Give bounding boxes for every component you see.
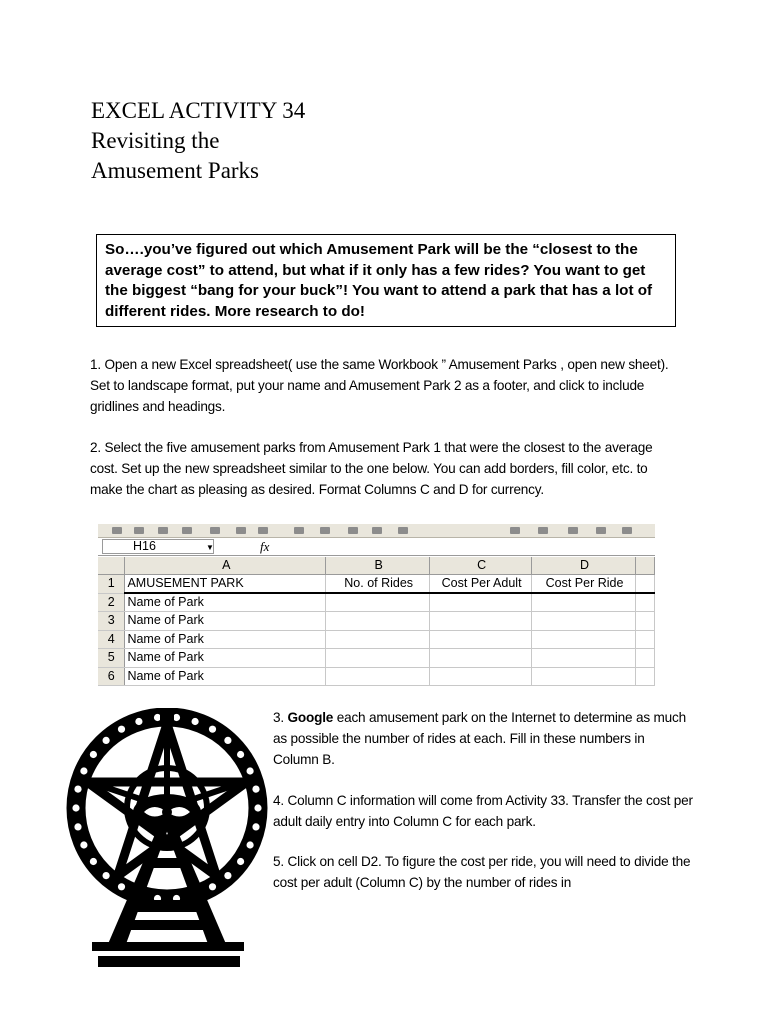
row-number: 6 — [98, 667, 125, 686]
empty-cell — [636, 612, 655, 631]
cost-adult-cell — [430, 612, 532, 631]
empty-cell — [636, 575, 655, 594]
empty-cell — [636, 667, 655, 686]
rides-cell — [326, 593, 430, 612]
park-name-cell: Name of Park — [125, 649, 326, 668]
table-row — [98, 667, 655, 686]
cost-ride-cell — [532, 593, 636, 612]
google-keyword: Google — [287, 710, 334, 725]
rim-hole — [80, 767, 87, 774]
row-number: 2 — [98, 593, 125, 612]
rim-hole — [90, 858, 97, 865]
spreadsheet-grid — [98, 557, 655, 686]
column-header-c: C — [430, 557, 532, 575]
rim-hole — [90, 751, 97, 758]
cost-adult-cell — [430, 649, 532, 668]
rim-hole — [224, 872, 231, 879]
row-number: 4 — [98, 630, 125, 649]
cost-adult-cell — [430, 630, 532, 649]
rides-cell — [326, 612, 430, 631]
table-row — [98, 630, 655, 649]
rim-hole — [74, 786, 81, 793]
page-title — [91, 96, 305, 186]
cost-adult-cell — [430, 667, 532, 686]
row-number: 3 — [98, 612, 125, 631]
cost-ride-cell — [532, 612, 636, 631]
rim-hole — [237, 751, 244, 758]
title-line-2: Revisiting the — [91, 128, 220, 153]
step-4-text: 4. Column C information will come from Activity 33. Transfer the cost per adult daily entry into Column C for each park. — [273, 793, 693, 829]
rim-hole — [135, 718, 142, 725]
rim-hole — [80, 841, 87, 848]
rim-hole — [72, 804, 79, 811]
empty-cell — [636, 630, 655, 649]
table-row — [98, 575, 655, 594]
park-name-cell: Name of Park — [125, 630, 326, 649]
step-5-text: 5. Click on cell D2. To figure the cost per ride, you will need to divide the cost per adult (Column C) by the number of rides in — [273, 854, 691, 890]
rides-cell — [326, 667, 430, 686]
rim-hole — [118, 883, 125, 890]
rim-hole — [224, 737, 231, 744]
rides-cell — [326, 649, 430, 668]
column-header-row — [98, 557, 655, 575]
cost-ride-cell — [532, 630, 636, 649]
step-2-text: 2. Select the five amusement parks from Amusement Park 1 that were the closest to the average cost. Set up the new spreadsheet similar to the one below. You can add borders, fill color, etc. to make the chart as pleasing as desired. Format Columns C and D for currency. — [90, 440, 653, 497]
fx-icon: fx — [260, 539, 270, 554]
select-all-corner — [98, 557, 125, 575]
park-name-cell: Name of Park — [125, 593, 326, 612]
row-number: 5 — [98, 649, 125, 668]
step-3-body: each amusement park on the Internet to determine as much as possible the number of rides at each. Fill in these numbers in Column B. — [273, 710, 686, 767]
rim-hole — [254, 804, 261, 811]
column-header-a: A — [125, 557, 326, 575]
cost-ride-cell — [532, 667, 636, 686]
step-1-text: 1. Open a new Excel spreadsheet( use the same Workbook ” Amusement Parks , open new sheet). Set to landscape format, put your name and Amusement Park 2 as a footer, and click to include gridlines and headings. — [90, 357, 669, 414]
empty-cell — [636, 593, 655, 612]
table-row — [98, 649, 655, 668]
park-name-cell: Name of Park — [125, 667, 326, 686]
rim-hole — [247, 841, 254, 848]
name-box — [102, 539, 214, 554]
name-box-value: H16 — [133, 539, 156, 553]
rim-hole — [252, 823, 259, 830]
rides-cell — [326, 630, 430, 649]
title-line-1: EXCEL ACTIVITY 34 — [91, 98, 306, 123]
header-cell-cost-adult: Cost Per Adult — [430, 575, 532, 594]
header-cell-rides: No. of Rides — [326, 575, 430, 594]
excel-toolbar — [98, 524, 655, 538]
column-header-e — [636, 557, 655, 575]
header-cell-park: AMUSEMENT PARK — [125, 575, 326, 594]
header-cell-cost-ride: Cost Per Ride — [532, 575, 636, 594]
column-header-d: D — [532, 557, 636, 575]
rim-hole — [237, 858, 244, 865]
excel-screenshot — [98, 524, 655, 688]
rim-hole — [103, 737, 110, 744]
ferris-wheel-icon — [58, 708, 276, 970]
step-3-number: 3. — [273, 710, 284, 725]
empty-cell — [636, 649, 655, 668]
chevron-down-icon: ▼ — [206, 543, 214, 552]
rim-hole — [247, 767, 254, 774]
park-name-cell: Name of Park — [125, 612, 326, 631]
rim-hole — [209, 726, 216, 733]
rim-hole — [103, 872, 110, 879]
rim-hole — [252, 786, 259, 793]
intro-callout-box: So….you’ve figured out which Amusement Park will be the “closest to the average cost” to attend, but what if it only has a few rides? You want to get the biggest “bang for your buck”! You want to attend a park that has a lot of different rides. More research to do! — [96, 234, 676, 327]
rim-hole — [74, 823, 81, 830]
table-row — [98, 593, 655, 612]
cost-ride-cell — [532, 649, 636, 668]
cost-adult-cell — [430, 593, 532, 612]
rim-hole — [118, 726, 125, 733]
row-number: 1 — [98, 575, 125, 594]
rim-hole — [192, 718, 199, 725]
rim-hole — [209, 883, 216, 890]
formula-bar — [98, 538, 655, 556]
title-line-3: Amusement Parks — [91, 158, 260, 183]
column-header-b: B — [326, 557, 430, 575]
table-row — [98, 612, 655, 631]
step-3-text — [273, 708, 693, 770]
